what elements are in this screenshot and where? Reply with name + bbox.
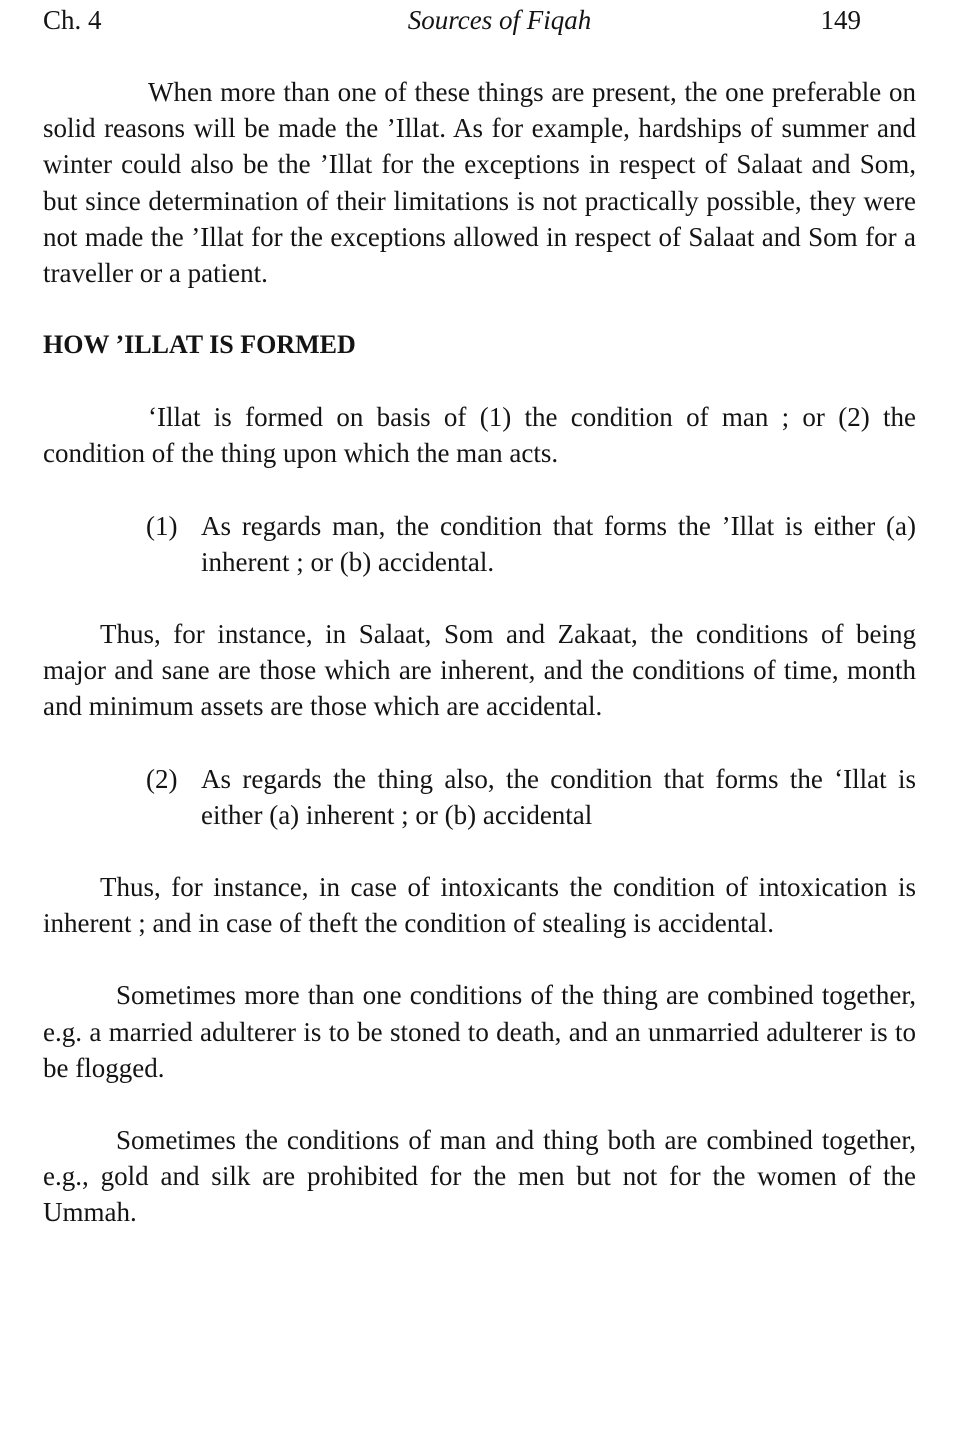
paragraph-preferable-illat: When more than one of these things are present, the one preferable on solid reasons will be made the ’Illat. As for example, hardships of summer and winter could also be the ’Illat for the exceptions in respect of Salaat and Som, but since determination of their limitations is not practically possible, they were not made the ’Illat for the exceptions allowed in respect of Salaat and Som for a traveller or a patient. <box>43 77 916 289</box>
list-item-text: As regards man, the condition that forms the ’Illat is either (a) inherent ; or (b) accidental. <box>201 510 916 577</box>
running-head <box>43 0 916 40</box>
section-heading: HOW ’ILLAT IS FORMED <box>43 330 356 360</box>
paragraph-combined-man-thing: Sometimes the conditions of man and thing both are combined together, e.g., gold and silk are prohibited for the men but not for the women of the Ummah. <box>43 1125 916 1228</box>
paragraph-combined-thing: Sometimes more than one conditions of the thing are combined together, e.g. a married adulterer is to be stoned to death, and an unmarried adulterer is to be flogged. <box>43 980 916 1083</box>
list-item-text: As regards the thing also, the condition that forms the ‘Illat is either (a) inherent ; or (b) accidental <box>201 763 916 830</box>
list-marker: (1) <box>146 510 178 541</box>
list-marker: (2) <box>146 763 178 794</box>
paragraph-man-example: Thus, for instance, in Salaat, Som and Zakaat, the conditions of being major and sane are those which are inherent, and the conditions of time, month and minimum assets are those which are accidental. <box>43 619 916 722</box>
book-page <box>43 0 916 1231</box>
paragraph-thing-example: Thus, for instance, in case of intoxicants the condition of intoxication is inherent ; and in case of theft the condition of stealing is accidental. <box>43 872 916 939</box>
list-item-man <box>146 508 916 580</box>
list-item-thing <box>146 761 916 833</box>
page-number: 149 <box>820 5 861 35</box>
paragraph-illat-basis: ‘Illat is formed on basis of (1) the condition of man ; or (2) the condition of the thing upon which the man acts. <box>43 402 916 469</box>
chapter-label: Ch. 4 <box>43 5 102 35</box>
running-title: Sources of Fiqah <box>407 5 592 35</box>
